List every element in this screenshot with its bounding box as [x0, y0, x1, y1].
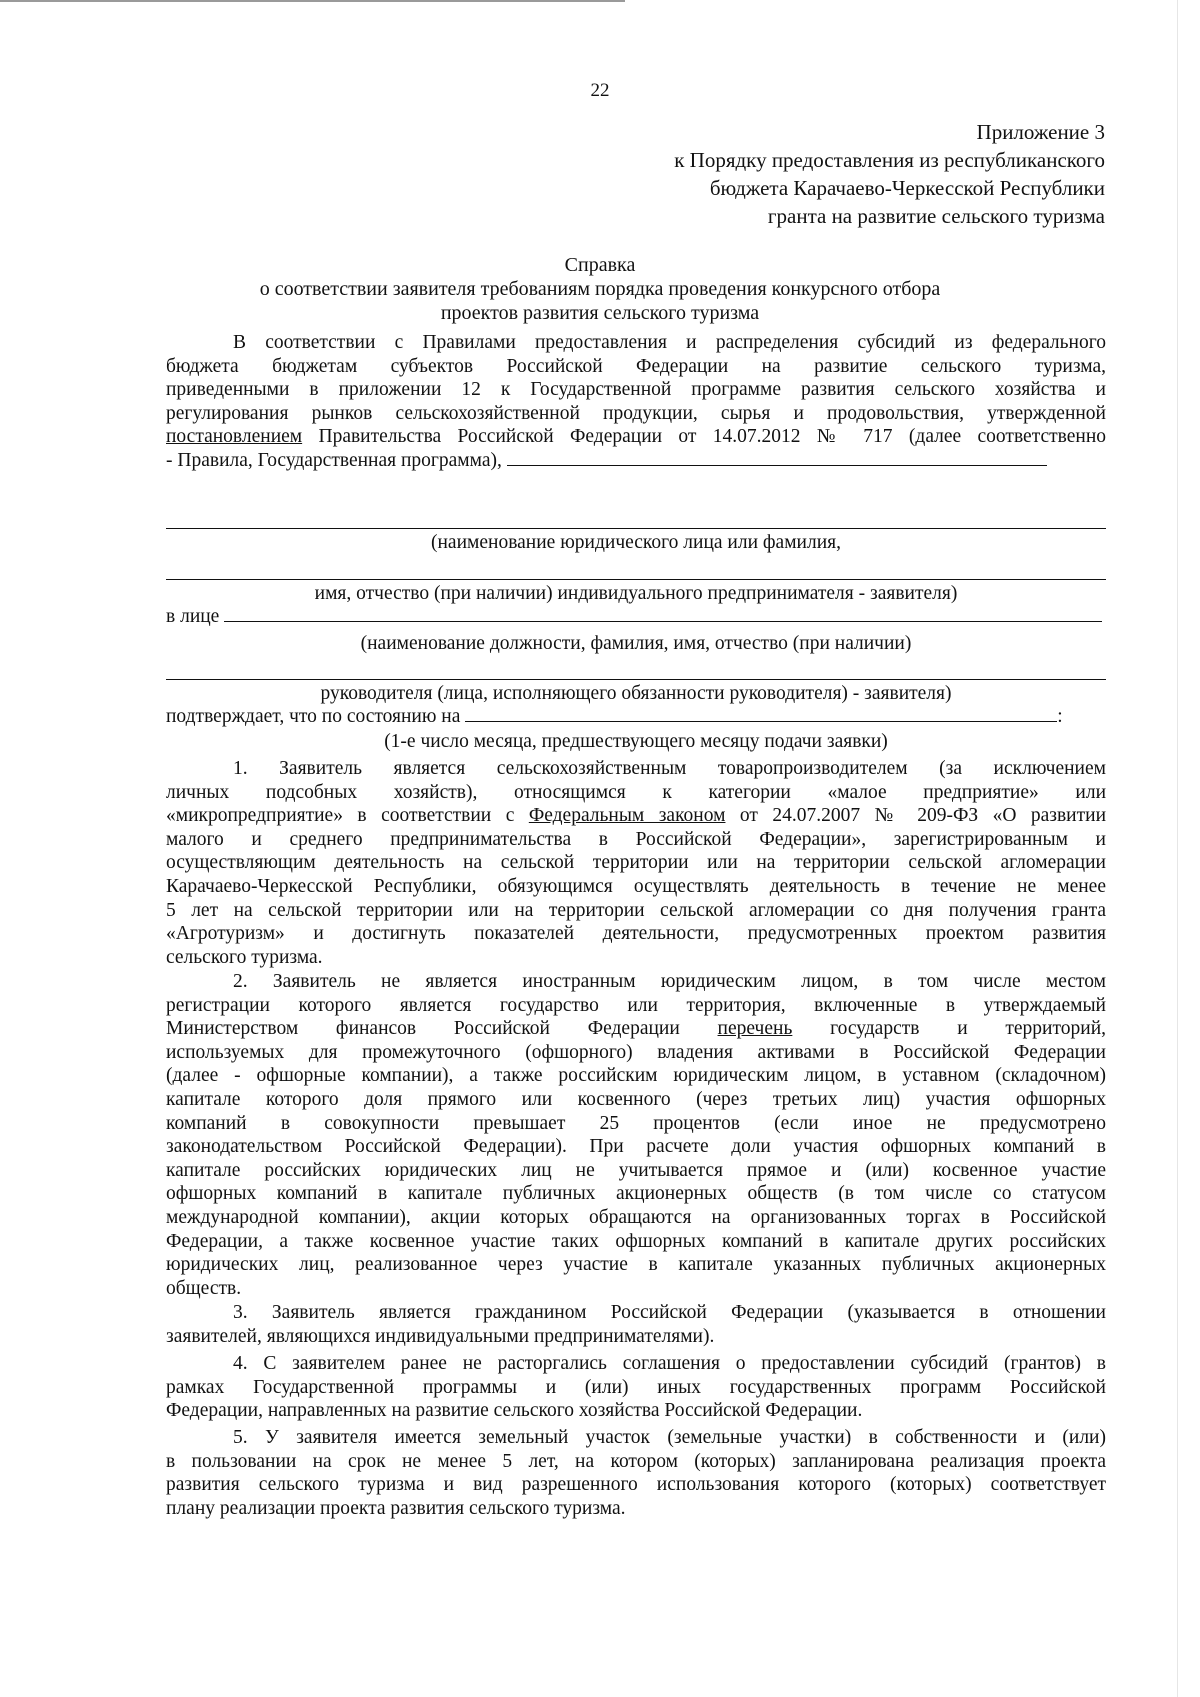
item-3-paragraph: [166, 1301, 1106, 1348]
text-line: обществ.: [166, 1277, 242, 1299]
text-line: малого и среднего предпринимательства в Российской Федерации», зарегистрированным и: [166, 828, 1106, 850]
text-span: «микропредприятие» в соответствии с: [166, 805, 529, 827]
text-line: 5. У заявителя имеется земельный участок (земельные участки) в собственности и (или): [233, 1427, 1106, 1448]
representative-fill-line: [224, 605, 1102, 622]
text-line: бюджета бюджетам субъектов Российской Федерации на развитие сельского туризма,: [166, 355, 1106, 377]
appendix-header: [674, 118, 1105, 230]
date-fill-line: [465, 705, 1057, 722]
field-caption: (наименование юридического лица или фамилия,: [431, 532, 841, 553]
text-span: от 24.07.2007 № 209-ФЗ «О развитии: [725, 805, 1107, 827]
text-line: юридических лиц, реализованное через участие в капитале указанных публичных акционерных: [166, 1254, 1106, 1276]
text-line: офшорных компаний в капитале публичных акционерных обществ (в том числе со статусом: [166, 1183, 1106, 1205]
text-line: Федерации, а также косвенное участие таких офшорных компаний в капитале других российских: [166, 1230, 1106, 1252]
text-span: государств и территорий,: [792, 1018, 1106, 1040]
title-line: проектов развития сельского туризма: [440, 302, 760, 324]
in-person-label: в лице: [166, 606, 220, 627]
text-line: развития сельского туризма и вид разрешенного использования которого (которых) соответствует: [166, 1474, 1106, 1496]
text-line: 3. Заявитель является гражданином Российской Федерации (указывается в отношении: [233, 1302, 1106, 1323]
text-span: Министерством финансов Российской Федерации: [166, 1018, 718, 1040]
text-line: регулирования рынков сельскохозяйственной продукции, сырья и продовольствия, утвержденной: [166, 402, 1106, 424]
field-caption: (наименование должности, фамилия, имя, отчество (при наличии): [360, 633, 912, 654]
page-number: 22: [590, 80, 610, 101]
item-5-paragraph: [166, 1426, 1106, 1520]
text-line: личных подсобных хозяйств), относящимся к категории «малое предприятие» или: [166, 781, 1106, 803]
text-line: [166, 425, 1106, 449]
scan-edge-line: [0, 0, 625, 2]
text-line: рамках Государственной программы и (или) иных государственных программ Российской: [166, 1376, 1106, 1398]
blank-line: [166, 528, 1106, 529]
federal-law-link[interactable]: Федеральным законом: [528, 805, 726, 827]
appendix-line: Приложение 3: [976, 120, 1105, 144]
title-line: о соответствии заявителя требованиям порядка проведения конкурсного отбора: [259, 278, 941, 300]
field-caption: (1-е число месяца, предшествующего месяцу подачи заявки): [384, 731, 888, 752]
applicant-fill-line: [507, 449, 1047, 466]
title-line: Справка: [564, 254, 636, 276]
text-line: [166, 1017, 1106, 1041]
text-line: законодательством Российской Федерации). При расчете доли участия офшорных компаний в: [166, 1136, 1106, 1158]
text-line: плану реализации проекта развития сельского туризма.: [166, 1497, 626, 1519]
text-line: регистрации которого является государство или территория, включенные в утверждаемый: [166, 994, 1106, 1016]
intro-paragraph: [166, 331, 1106, 473]
in-person-row: [166, 605, 1106, 629]
document-title: [0, 253, 1200, 325]
text-line: 5 лет на сельской территории или на территории сельской агломерации со дня получения гранта: [166, 899, 1106, 921]
confirms-label: подтверждает, что по состоянию на: [166, 706, 461, 727]
text-line: осуществляющим деятельность на сельской территории или на территории сельской агломерации: [166, 852, 1106, 874]
text-span: - Правила, Государственная программа),: [166, 449, 502, 471]
text-line: Федерации, направленных на развитие сельского хозяйства Российской Федерации.: [166, 1400, 863, 1422]
confirms-colon: :: [1057, 706, 1063, 727]
resolution-link[interactable]: постановлением: [166, 426, 303, 448]
appendix-line: к Порядку предоставления из республиканского: [674, 148, 1105, 172]
text-line: используемых для промежуточного (офшорного) владения активами в Российской Федерации: [166, 1041, 1106, 1063]
blank-line: [166, 579, 1106, 580]
text-line: Карачаево-Черкесской Республики, обязующимся осуществлять деятельность в течение не менее: [166, 875, 1106, 897]
text-line: международной компании), акции которых обращаются на организованных торгах в Российской: [166, 1206, 1106, 1228]
text-line: [166, 804, 1106, 828]
text-line: 4. С заявителем ранее не расторгались соглашения о предоставлении субсидий (грантов) в: [233, 1353, 1106, 1374]
text-line: компаний в совокупности превышает 25 процентов (если иное не предусмотрено: [166, 1112, 1106, 1134]
text-line: заявителей, являющихся индивидуальными предпринимателями).: [166, 1325, 715, 1347]
text-line: капитале которого доля прямого или косвенного (через третьих лиц) участия офшорных: [166, 1088, 1106, 1110]
offshore-list-link[interactable]: перечень: [717, 1018, 793, 1040]
item-4-paragraph: [166, 1352, 1106, 1423]
item-1-paragraph: [166, 757, 1106, 969]
text-line: приведенными в приложении 12 к Государственной программе развития сельского хозяйства и: [166, 379, 1106, 401]
text-line: [166, 449, 1106, 473]
field-caption: имя, отчество (при наличии) индивидуального предпринимателя - заявителя): [314, 583, 958, 604]
text-line: в пользовании на срок не менее 5 лет, на котором (которых) запланирована реализация проекта: [166, 1450, 1106, 1472]
appendix-line: бюджета Карачаево-Черкесской Республики: [709, 176, 1105, 200]
text-line: «Агротуризм» и достигнуть показателей деятельности, предусмотренных проектом развития: [166, 923, 1106, 945]
blank-line: [166, 679, 1106, 680]
text-line: (далее - офшорные компании), а также российским юридическим лицом, в уставном (складочном): [166, 1065, 1106, 1087]
text-line: 2. Заявитель не является иностранным юридическим лицом, в том числе местом: [233, 971, 1106, 992]
field-caption: руководителя (лица, исполняющего обязанности руководителя) - заявителя): [320, 683, 952, 704]
text-line: сельского туризма.: [166, 946, 323, 968]
text-line: В соответствии с Правилами предоставления и распределения субсидий из федерального: [233, 332, 1106, 353]
confirms-row: [166, 705, 1106, 729]
appendix-line: гранта на развитие сельского туризма: [767, 204, 1105, 228]
text-line: капитале российских юридических лиц не учитывается прямое и (или) косвенное участие: [166, 1159, 1106, 1181]
item-2-paragraph: [166, 970, 1106, 1300]
text-line: 1. Заявитель является сельскохозяйственным товаропроизводителем (за исключением: [233, 758, 1106, 779]
text-span: Правительства Российской Федерации от 14.07.2012 № 717 (далее соответственно: [302, 426, 1106, 448]
